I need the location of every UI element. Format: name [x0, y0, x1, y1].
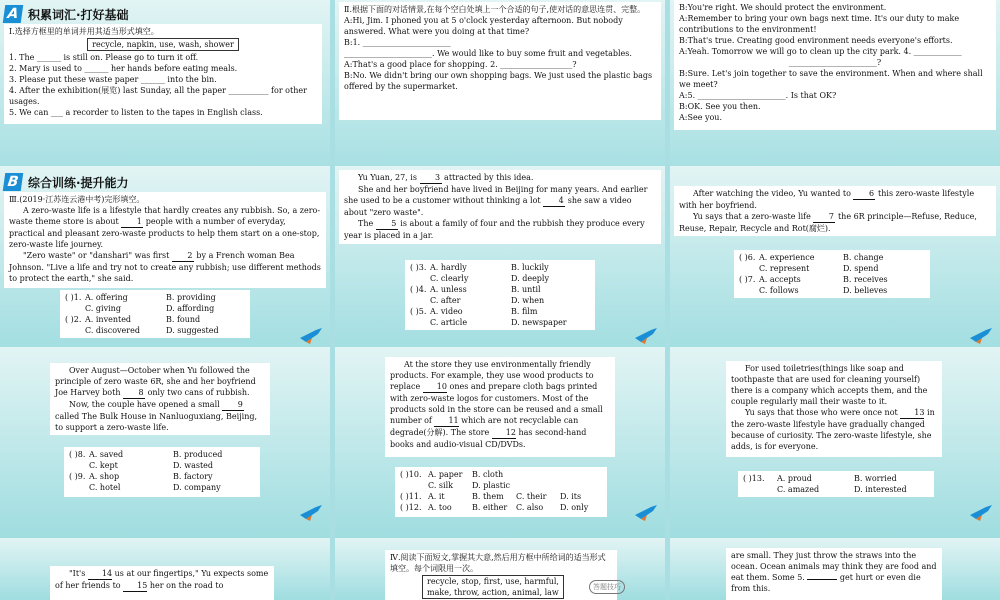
dialogue-line: B:OK. See you then.	[679, 102, 761, 111]
cloze-text: has second-hand books and audio-visual CD/DVDs.	[390, 428, 587, 449]
option: B. produced	[173, 450, 223, 459]
option-number: ( )7.	[739, 275, 756, 284]
cloze-text: Now, the couple have opened a small	[69, 400, 223, 409]
dialogue-instruction: Ⅱ.根据下面的对话情景,在每个空白处填上一个合适的句子,使对话的意思连贯、完整。	[344, 5, 646, 14]
vocab-line: 5. We can ___ a recorder to listen to the tapes in English class.	[9, 108, 263, 117]
dialogue-line: B:1. ______________________	[344, 38, 451, 47]
blank-6: 6	[853, 188, 875, 200]
cloze-text: A zero-waste life is a lifestyle that hardly creates any rubbish. So, a zero-waste theme store is about	[9, 206, 321, 226]
cloze-text: At the store they use environmentally friendly products. For example, they use wood products to replace	[390, 360, 594, 391]
option-number	[65, 303, 83, 314]
option: D. spend	[843, 264, 879, 273]
cloze-text: people with a number of everyday, practical and pleasant zero-waste products to help them start on a one-stop, zero-waste life journey.	[9, 217, 320, 249]
passage-text: are small. They just throw the straws into the ocean. Ocean animals may think they are food and eat them. Some 5.	[731, 551, 937, 582]
options-13	[738, 471, 934, 497]
word-fill-instruction: Ⅳ.阅读下面短文,掌握其大意,然后用方框中所给词的适当形式填空。每个词限用一次。	[390, 553, 606, 573]
option: D. wasted	[173, 461, 214, 470]
option: C. also	[516, 503, 544, 512]
option-number	[410, 295, 428, 306]
option: C. represent	[759, 264, 810, 273]
option-number: ( )13.	[743, 474, 765, 483]
section-a-badge: A	[3, 5, 24, 23]
option-number: ( )6.	[739, 253, 756, 262]
option: C. follows	[759, 286, 799, 295]
kingfisher-icon	[968, 326, 994, 346]
vocab-line: 4. After the exhibition(展览) last Sunday, all the paper __________ for other usages.	[9, 86, 307, 106]
cloze-text: Yu says that those who were once not	[745, 408, 901, 417]
option: A. hardly	[430, 263, 467, 272]
option-number	[410, 317, 428, 328]
option: B. change	[843, 253, 884, 262]
dialogue-line: ______________________?	[788, 58, 882, 67]
option: C. amazed	[777, 485, 820, 494]
option: D. affording	[166, 304, 215, 313]
word-fill-words: make, throw, action, animal, law	[427, 588, 559, 597]
kingfisher-icon	[968, 503, 994, 523]
passage-text: get hurt or even die from this.	[731, 573, 921, 593]
cloze-text: She and her boyfriend have lived in Beijing for many years. And earlier she used to be a customer without thinking a lot	[344, 185, 648, 205]
option-number	[743, 484, 775, 495]
vocab-word-box: recycle, napkin, use, wash, shower	[87, 38, 239, 51]
option: C. clearly	[430, 274, 469, 283]
tile-cloze-bulk-house	[0, 347, 330, 539]
kingfisher-icon	[298, 503, 324, 523]
dialogue-line: B:No. We didn't bring our own shopping bags. We just used the plastic bags offered by the supermarket.	[344, 71, 653, 91]
section-a-header	[4, 4, 129, 24]
option-number: ( )3.	[410, 263, 427, 272]
option: C. their	[516, 492, 547, 501]
cloze-passage-2	[339, 170, 661, 244]
kingfisher-icon	[298, 326, 324, 346]
option-number	[410, 273, 428, 284]
tile-dialogue-2	[670, 0, 1000, 192]
option-number: ( )1.	[65, 293, 82, 302]
option-number: ( )9.	[69, 472, 86, 481]
option: B. receives	[843, 275, 888, 284]
option: D. deeply	[511, 274, 550, 283]
option: D. company	[173, 483, 221, 492]
option: A. proud	[777, 474, 812, 483]
tile-word-fill	[335, 538, 665, 600]
cloze-passage-6	[726, 361, 942, 457]
option: C. article	[430, 318, 468, 327]
cloze-text: by a French woman Bea Johnson. "Live a life and try not to create any rubbish; use different methods to protect the earth," she said.	[9, 251, 321, 283]
option: A. too	[428, 503, 452, 512]
dialogue-line: A:Hi, Jim. I phoned you at 5 o'clock yesterday afternoon. But nobody answered. What were you doing at that time?	[344, 16, 623, 36]
dialogue-line: B:That's true. Creating good environment needs everyone's efforts.	[679, 36, 953, 45]
dialogue-line: A:Remember to bring your own bags next time. It's our duty to make contributions to the environment!	[679, 14, 960, 34]
cloze-passage-5	[385, 357, 615, 457]
cloze-text: in the zero-waste lifestyle have gradually changed because of curiosity. The zero-waste lifestyle, she adds, is for everyone.	[731, 408, 935, 451]
option: B. until	[511, 285, 541, 294]
option: D. only	[560, 503, 589, 512]
option-number	[69, 460, 87, 471]
dialogue-card-2	[674, 0, 996, 130]
cloze-passage-4	[50, 363, 270, 435]
dialogue-line: A:5. ______________________. Is that OK?	[679, 91, 837, 100]
option: A. shop	[89, 472, 120, 481]
tile-cloze-toiletries	[670, 347, 1000, 539]
dialogue-line: A:That's a good place for shopping. 2. __________________?	[344, 60, 577, 69]
cloze-text: The	[358, 219, 376, 228]
options-6-7	[734, 250, 930, 298]
dialogue-line: B:You're right. We should protect the environment.	[679, 3, 887, 12]
option: B. either	[472, 503, 508, 512]
cloze-text: Yu Yuan, 27, is	[358, 173, 420, 182]
tile-cloze-store	[335, 347, 665, 539]
blank-14: 14	[88, 568, 112, 580]
option: B. providing	[166, 293, 216, 302]
option: A. offering	[85, 293, 128, 302]
option: C. giving	[85, 304, 121, 313]
vocab-line: 1. The ______ is still on. Please go to turn it off.	[9, 53, 199, 62]
options-1-2	[60, 290, 250, 338]
word-fill-box	[422, 575, 564, 599]
blank-4: 4	[543, 195, 565, 207]
option: A. invented	[85, 315, 132, 324]
blank-5: 5	[376, 218, 398, 230]
cloze-text: ones and prepare cloth bags printed with zero-waste logos for customers. Most of the products sold in the store can be reused and a small number of	[390, 382, 603, 425]
option: A. it	[428, 492, 445, 501]
ocean-passage	[726, 548, 942, 600]
blank-13: 13	[900, 407, 924, 419]
section-b-badge: B	[3, 173, 24, 191]
option-number: ( )4.	[410, 285, 427, 294]
cloze-text: this zero-waste lifestyle with her boyfriend.	[679, 189, 975, 210]
tile-dialogue-1	[335, 0, 665, 192]
word-fill-words: recycle, stop, first, use, harmful,	[427, 577, 559, 586]
option: D. when	[511, 296, 545, 305]
vocab-instruction: Ⅰ.选择方框里的单词并用其适当形式填空。	[9, 27, 159, 36]
option-number	[400, 480, 426, 491]
cloze-passage-7	[50, 566, 274, 600]
cloze-text: "Zero waste" or "danshari" was first	[23, 251, 172, 260]
blank-10: 10	[423, 381, 447, 393]
cloze-text: Over August—October when Yu followed the principle of zero waste 6R, she and her boyfriend Joe Harvey both	[55, 366, 256, 397]
word-fill-card	[385, 550, 617, 600]
blank-11: 11	[434, 415, 458, 427]
option: A. accepts	[759, 275, 801, 284]
section-b-header	[4, 172, 129, 192]
option-number: ( )10.	[400, 470, 422, 479]
option: B. found	[166, 315, 201, 324]
cloze-text: called The Bulk House in Nanluoguxiang, Beijing, to support a zero-waste life.	[55, 412, 258, 432]
option-number	[65, 325, 83, 336]
kingfisher-icon	[633, 503, 659, 523]
option: D. its	[560, 492, 582, 501]
option: C. after	[430, 296, 461, 305]
cloze-text: which are not recyclable can degrade(分解). The store	[390, 416, 579, 437]
option: B. worried	[854, 474, 897, 483]
option: D. interested	[854, 485, 907, 494]
option: C. silk	[428, 481, 453, 490]
cloze-text: only two cans of rubbish.	[145, 388, 250, 397]
option: D. plastic	[472, 481, 511, 490]
blank-8: 8	[123, 387, 145, 399]
cloze-text: she saw a video about "zero waste".	[344, 196, 632, 217]
option: C. discovered	[85, 326, 140, 335]
options-8-9	[64, 447, 260, 497]
vocab-line: 3. Please put these waste paper ______ into the bin.	[9, 75, 217, 84]
blank-9: 9	[222, 399, 244, 411]
tip-stamp: 答题技巧	[589, 580, 625, 594]
cloze-text: us at our fingertips," Yu expects some of her friends to	[55, 569, 269, 590]
option-number: ( )11.	[400, 492, 422, 501]
option: B. luckily	[511, 263, 549, 272]
option: A. paper	[428, 470, 463, 479]
option: A. experience	[759, 253, 815, 262]
tile-cloze-6r	[670, 166, 1000, 358]
cloze-text: "It's	[69, 569, 88, 578]
options-3-5	[405, 260, 595, 330]
section-a-title: 积累词汇·打好基础	[28, 7, 129, 22]
option: D. newspaper	[511, 318, 567, 327]
cloze-instruction: Ⅲ.(2019·江苏连云港中考)完形填空。	[9, 195, 145, 204]
option-number: ( )5.	[410, 307, 427, 316]
option-number: ( )12.	[400, 503, 422, 512]
dialogue-line: ______________________. We would like to buy some fruit and vegetables.	[344, 49, 632, 58]
tile-vocab	[0, 0, 330, 192]
option-number	[69, 482, 87, 493]
option: C. hotel	[89, 483, 121, 492]
cloze-text: the 6R principle—Refuse, Reduce, Reuse, Repair, Recycle and Rot(腐烂).	[679, 212, 977, 233]
options-10-12	[395, 467, 607, 517]
cloze-text: is about a family of four and the rubbish they produce every year is placed in a jar.	[344, 219, 645, 240]
cloze-text: her on the road to	[147, 581, 224, 590]
option: C. kept	[89, 461, 118, 470]
option: B. film	[511, 307, 538, 316]
blank-15: 15	[123, 580, 147, 592]
cloze-passage-3	[674, 186, 996, 236]
cloze-passage-1	[4, 192, 326, 288]
option: B. factory	[173, 472, 213, 481]
kingfisher-icon	[633, 326, 659, 346]
option: A. unless	[430, 285, 467, 294]
vocab-card	[4, 24, 322, 124]
cloze-text: For used toiletries(things like soap and toothpaste that are used for cleaning yourself) there is a company which accepts them, and the couple regularly mail their waste to it.	[731, 364, 928, 406]
option: D. believes	[843, 286, 888, 295]
option: A. saved	[89, 450, 124, 459]
dialogue-card-1	[339, 2, 661, 120]
tile-cloze-fingertips	[0, 538, 330, 600]
cloze-text: attracted by this idea.	[441, 173, 534, 182]
blank-3: 3	[420, 172, 442, 184]
cloze-text: Yu says that a zero-waste life	[693, 212, 814, 221]
blank-12: 12	[492, 427, 516, 439]
blank-7: 7	[813, 211, 835, 223]
option: B. cloth	[472, 470, 504, 479]
blank-1: 1	[121, 216, 143, 228]
dialogue-line: A:See you.	[679, 113, 722, 122]
section-b-title: 综合训练·提升能力	[28, 175, 129, 190]
option: B. them	[472, 492, 504, 501]
option-number: ( )2.	[65, 315, 82, 324]
vocab-line: 2. Mary is used to ______ her hands before eating meals.	[9, 64, 238, 73]
cloze-text: After watching the video, Yu wanted to	[693, 189, 854, 198]
blank-2: 2	[172, 250, 194, 262]
dialogue-line: A:Yeah. Tomorrow we will go to clean up the city park. 4. ____________	[679, 47, 962, 56]
option-number: ( )8.	[69, 450, 86, 459]
option-number	[739, 263, 757, 274]
option: D. suggested	[166, 326, 219, 335]
tile-ocean-passage	[670, 538, 1000, 600]
tile-cloze-yu	[335, 166, 665, 358]
option: A. video	[430, 307, 463, 316]
option-number	[739, 285, 757, 296]
dialogue-line: B:Sure. Let's join together to save the environment. When and where shall we meet?	[679, 69, 983, 89]
tile-cloze-intro	[0, 166, 330, 358]
